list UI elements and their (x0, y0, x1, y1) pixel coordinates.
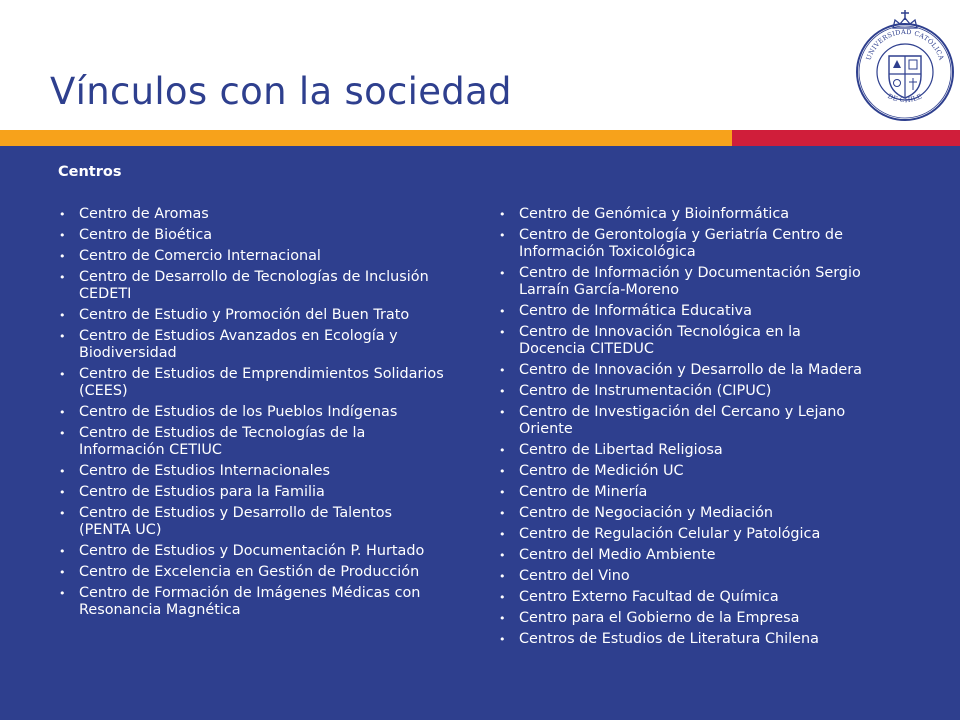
center-list-item: • Centro de Bioética (58, 227, 448, 244)
center-list-item: • Centro de Excelencia en Gestión de Producción (58, 564, 448, 581)
center-list-item: • Centro de Genómica y Bioinformática (498, 206, 863, 223)
center-list-item: • Centro de Informática Educativa (498, 303, 863, 320)
center-list-item: • Centro del Medio Ambiente (498, 547, 863, 564)
center-list-item: • Centro de Aromas (58, 206, 448, 223)
centers-list-right (498, 206, 863, 652)
center-list-item: • Centro de Innovación Tecnológica en la Docencia CITEDUC (498, 324, 863, 358)
university-seal-icon (855, 8, 955, 126)
center-list-item: • Centro del Vino (498, 568, 863, 585)
center-list-item: • Centro de Formación de Imágenes Médicas con Resonancia Magnética (58, 585, 448, 619)
centers-list-left (58, 206, 448, 623)
center-list-item: • Centros de Estudios de Literatura Chilena (498, 631, 863, 648)
center-list-item: • Centro de Minería (498, 484, 863, 501)
slide-title: Vínculos con la sociedad (50, 70, 512, 113)
center-list-item: • Centro de Estudios Internacionales (58, 463, 448, 480)
accent-stripe-orange (0, 130, 732, 146)
center-list-item: • Centro de Regulación Celular y Patológica (498, 526, 863, 543)
svg-text:DE CHILE: DE CHILE (886, 92, 924, 105)
center-list-item: • Centro de Medición UC (498, 463, 863, 480)
center-list-item: • Centro de Desarrollo de Tecnologías de Inclusión CEDETI (58, 269, 448, 303)
center-list-item: • Centro para el Gobierno de la Empresa (498, 610, 863, 627)
center-list-item: • Centro de Estudios y Documentación P. Hurtado (58, 543, 448, 560)
section-title: Centros (58, 164, 122, 180)
center-list-item: • Centro de Estudios de Emprendimientos Solidarios (CEES) (58, 366, 448, 400)
center-list-item: • Centro de Estudios y Desarrollo de Talentos (PENTA UC) (58, 505, 448, 539)
svg-text:UNIVERSIDAD CATÓLICA: UNIVERSIDAD CATÓLICA (864, 27, 946, 62)
center-list-item: • Centro de Investigación del Cercano y Lejano Oriente (498, 404, 863, 438)
slide-header (0, 0, 960, 130)
center-list-item: • Centro de Estudios de los Pueblos Indígenas (58, 404, 448, 421)
center-list-item: • Centro de Información y Documentación Sergio Larraín García-Moreno (498, 265, 863, 299)
center-list-item: • Centro de Negociación y Mediación (498, 505, 863, 522)
center-list-item: • Centro de Innovación y Desarrollo de la Madera (498, 362, 863, 379)
center-list-item: • Centro de Instrumentación (CIPUC) (498, 383, 863, 400)
center-list-item: • Centro de Estudios para la Familia (58, 484, 448, 501)
center-list-item: • Centro de Estudios Avanzados en Ecología y Biodiversidad (58, 328, 448, 362)
center-list-item: • Centro de Comercio Internacional (58, 248, 448, 265)
accent-stripe-red (732, 130, 960, 146)
content-panel (0, 146, 960, 720)
center-list-item: • Centro de Libertad Religiosa (498, 442, 863, 459)
center-list-item: • Centro Externo Facultad de Química (498, 589, 863, 606)
center-list-item: • Centro de Estudio y Promoción del Buen Trato (58, 307, 448, 324)
center-list-item: • Centro de Estudios de Tecnologías de la Información CETIUC (58, 425, 448, 459)
center-list-item: • Centro de Gerontología y Geriatría Centro de Información Toxicológica (498, 227, 863, 261)
